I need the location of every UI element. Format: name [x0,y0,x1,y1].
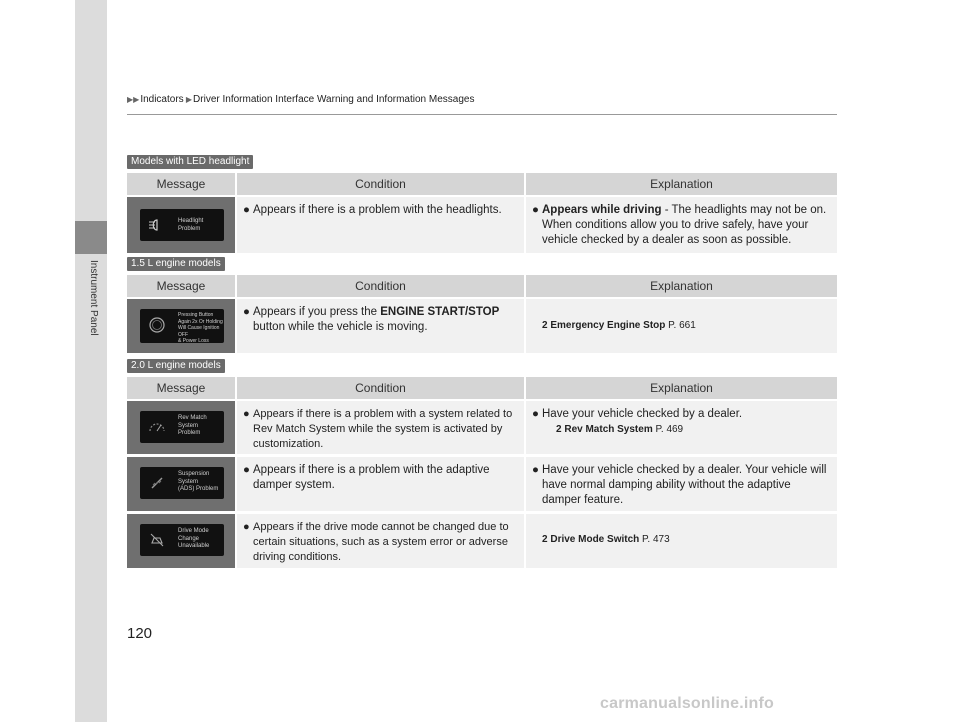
condition-cell: ● Appears if you press the ENGINE START/STOP button while the vehicle is moving. [237,299,526,353]
screen-text: Rev Match System Problem [178,415,207,436]
cross-reference[interactable]: 2 Drive Mode Switch P. 473 [542,534,670,545]
bullet-icon: ● [243,464,250,476]
suspension-icon [148,474,166,492]
screen-text: Headlight Problem [178,218,204,232]
header-condition: Condition [237,377,526,399]
screen-text: Pressing Button Again 2x Or Holding Will Cause Ignition OFF & Power Loss [178,312,223,344]
drive-mode-icon [148,531,166,549]
message-image [127,457,237,511]
header-explanation: Explanation [650,279,713,293]
message-table [127,275,837,356]
condition-cell: ● Appears if there is a problem with a system related to Rev Match System while the system is activated by customization. [237,401,526,454]
explanation-cell [526,514,837,568]
section-badge: 2.0 L engine models [127,359,225,373]
power-button-icon [148,316,166,334]
table-row [127,299,837,356]
bullet-icon: ● [243,204,250,216]
header-explanation: Explanation [650,381,713,395]
watermark: carmanualsonline.info [600,695,775,712]
breadcrumb-item[interactable]: Indicators [140,94,184,105]
message-image [127,197,237,253]
side-tab-marker [75,221,107,254]
cross-reference[interactable]: 2 Rev Match System P. 469 [556,424,684,435]
condition-cell: ● Appears if the drive mode cannot be changed due to certain situations, such as a system error or adverse driving conditions. [237,514,526,568]
breadcrumb-arrow-icon: ▶▶ [127,95,140,104]
explanation-cell: ● Have your vehicle checked by a dealer. 2 Rev Match System P. 469 [532,408,743,435]
explanation-cell [526,299,837,353]
breadcrumb [127,94,474,105]
display-screen [140,411,224,443]
cross-reference[interactable]: 2 Emergency Engine Stop P. 661 [542,320,696,331]
message-table [127,173,837,256]
breadcrumb-arrow-icon: ▶ [183,95,193,104]
table-row [127,401,837,457]
side-tab-label: Instrument Panel [88,260,99,336]
bullet-icon: ● [532,464,539,476]
reference-marker-icon: 2 [542,320,548,331]
table-row [127,457,837,514]
headlight-icon [148,216,166,234]
header-message: Message [127,173,237,195]
header-condition: Condition [237,275,526,297]
explanation-cell: ● Appears while driving - The headlights may not be on. When conditions allow you to drive safely, have your vehicle checked by a dealer as soon as possible. [532,204,827,246]
explanation-cell: ● Have your vehicle checked by a dealer. Your vehicle will have normal damping ability without the adaptive damper feature. [532,464,827,506]
condition-cell: ● Appears if there is a problem with the adaptive damper system. [237,457,526,511]
message-image [127,299,237,353]
display-screen [140,209,224,241]
screen-text: Suspension System (ADS) Problem [178,471,219,492]
section-badge: Models with LED headlight [127,155,253,169]
table-header [127,173,837,197]
message-image [127,401,237,454]
message-image [127,514,237,568]
screen-text: Drive Mode Change Unavailable [178,528,210,549]
bullet-icon: ● [243,521,250,533]
section-badge: 1.5 L engine models [127,257,225,271]
bullet-icon: ● [532,408,539,420]
message-table [127,377,837,571]
reference-marker-icon: 2 [542,534,548,545]
table-row [127,514,837,571]
breadcrumb-item[interactable]: Driver Information Interface Warning and Information Messages [193,94,475,105]
display-screen [140,309,224,343]
table-row [127,197,837,256]
bullet-icon: ● [243,408,250,420]
rev-match-icon [148,418,166,436]
bullet-icon: ● [532,204,539,216]
bullet-icon: ● [243,306,250,318]
header-message: Message [127,275,237,297]
table-header [127,275,837,299]
header-explanation: Explanation [650,177,713,191]
header-rule [127,114,837,115]
header-message: Message [127,377,237,399]
table-header [127,377,837,401]
display-screen [140,524,224,556]
display-screen [140,467,224,499]
page-number: 120 [127,625,153,642]
reference-marker-icon: 2 [556,424,562,435]
header-condition: Condition [237,173,526,195]
side-tab [75,0,107,722]
condition-cell: ● Appears if there is a problem with the headlights. [237,197,526,253]
